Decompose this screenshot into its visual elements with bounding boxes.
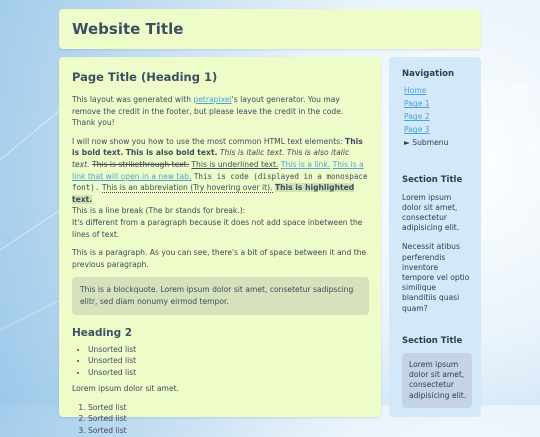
line-break-text-2: It's different from a paragraph because it does not add space inbetween the lines of text. bbox=[72, 217, 363, 239]
site-header bbox=[59, 9, 481, 49]
list-item: • Unsorted list bbox=[88, 367, 369, 379]
highlighted-text: This is highlighted text. bbox=[72, 183, 355, 204]
strikethrough-text: This is strikethrough text. bbox=[91, 159, 189, 169]
underlined-text: This is underlined text. bbox=[191, 159, 279, 169]
submenu-toggle[interactable]: ► Submenu bbox=[404, 138, 449, 148]
italic-text-2: This is also italic text. bbox=[72, 148, 350, 169]
unsorted-list bbox=[72, 344, 369, 379]
italic-text: This is italic text. bbox=[219, 148, 285, 158]
section-1-paragraph-1: Lorem ipsum dolor sit amet, consectetur adipisicing elit. bbox=[402, 192, 460, 233]
intro-paragraph: This layout was generated with petrapixel's layout generator. You may remove the credit in the footer, but please leave the credit in the code. Thank you! bbox=[72, 95, 344, 128]
list-item: 2. Sorted list bbox=[88, 413, 369, 425]
nav-link-home[interactable]: Home bbox=[404, 86, 427, 96]
example-link[interactable]: This is a link. bbox=[280, 159, 331, 169]
elements-paragraph: I will now show you how to use the most common HTML text elements: This is bold text. This is also bold text. This is italic text. This is also italic text. This is strikethrough text. This is underlined text. This is a link. This is a link that will open in a new tab. This is code (displayed in a monospace font). This is an abbreviation (Try hovering over it). This is highlighted text. This is a line break (The br stands for break.): It's different from a paragraph because it does not add space inbetween the lines of text. bbox=[72, 136, 368, 239]
bold-text: This is bold text. bbox=[72, 136, 363, 158]
blockquote: This is a blockquote. Lorem ipsum dolor sit amet, consetetur sadipscing elitr, sed diam nonumy eirmod tempor. bbox=[72, 277, 369, 314]
nav-link-page-2[interactable]: Page 2 bbox=[404, 112, 430, 122]
code-text: This is code (displayed in a monospace font). bbox=[72, 171, 368, 193]
section-title-1: Section Title bbox=[402, 175, 463, 186]
section-1-paragraph-2: Necessit atibus perferendis inventore tempore vel optio similique blanditiis quasi quam? bbox=[402, 242, 470, 313]
lorem-text: Lorem ipsum dolor sit amet. bbox=[72, 384, 180, 394]
list-item: • Unsorted list bbox=[88, 355, 369, 367]
bold-text-2: This is also bold text. bbox=[125, 148, 218, 158]
paragraph-example: This is a paragraph. As you can see, there's a bit of space between it and the previous paragraph. bbox=[72, 248, 367, 269]
abbreviation-text: This is an abbreviation (Try hovering over it). bbox=[101, 183, 273, 193]
nav-link-page-3[interactable]: Page 3 bbox=[404, 125, 430, 135]
section-2-box: Lorem ipsum dolor sit amet, consectetur adipisicing elit. bbox=[402, 353, 472, 408]
nav-link-page-1[interactable]: Page 1 bbox=[404, 99, 430, 109]
sorted-list bbox=[72, 402, 369, 437]
page-title: Page Title (Heading 1) bbox=[72, 70, 218, 84]
list-item: 1. Sorted list bbox=[88, 402, 369, 414]
example-link-new-tab[interactable]: This is a link that will open in a new tab. bbox=[72, 159, 364, 181]
site-title: Website Title bbox=[72, 20, 184, 38]
sidebar bbox=[389, 57, 481, 417]
main-content bbox=[59, 57, 381, 436]
section-title-2: Section Title bbox=[402, 335, 463, 346]
petrapixel-link[interactable]: petrapixel bbox=[193, 95, 232, 104]
list-item: • Unsorted list bbox=[88, 344, 369, 356]
navigation-title: Navigation bbox=[402, 69, 454, 79]
list-item: 3. Sorted list bbox=[88, 425, 369, 437]
heading-2: Heading 2 bbox=[72, 326, 133, 339]
line-break-text: This is a line break (The br stands for break.): bbox=[72, 206, 246, 216]
